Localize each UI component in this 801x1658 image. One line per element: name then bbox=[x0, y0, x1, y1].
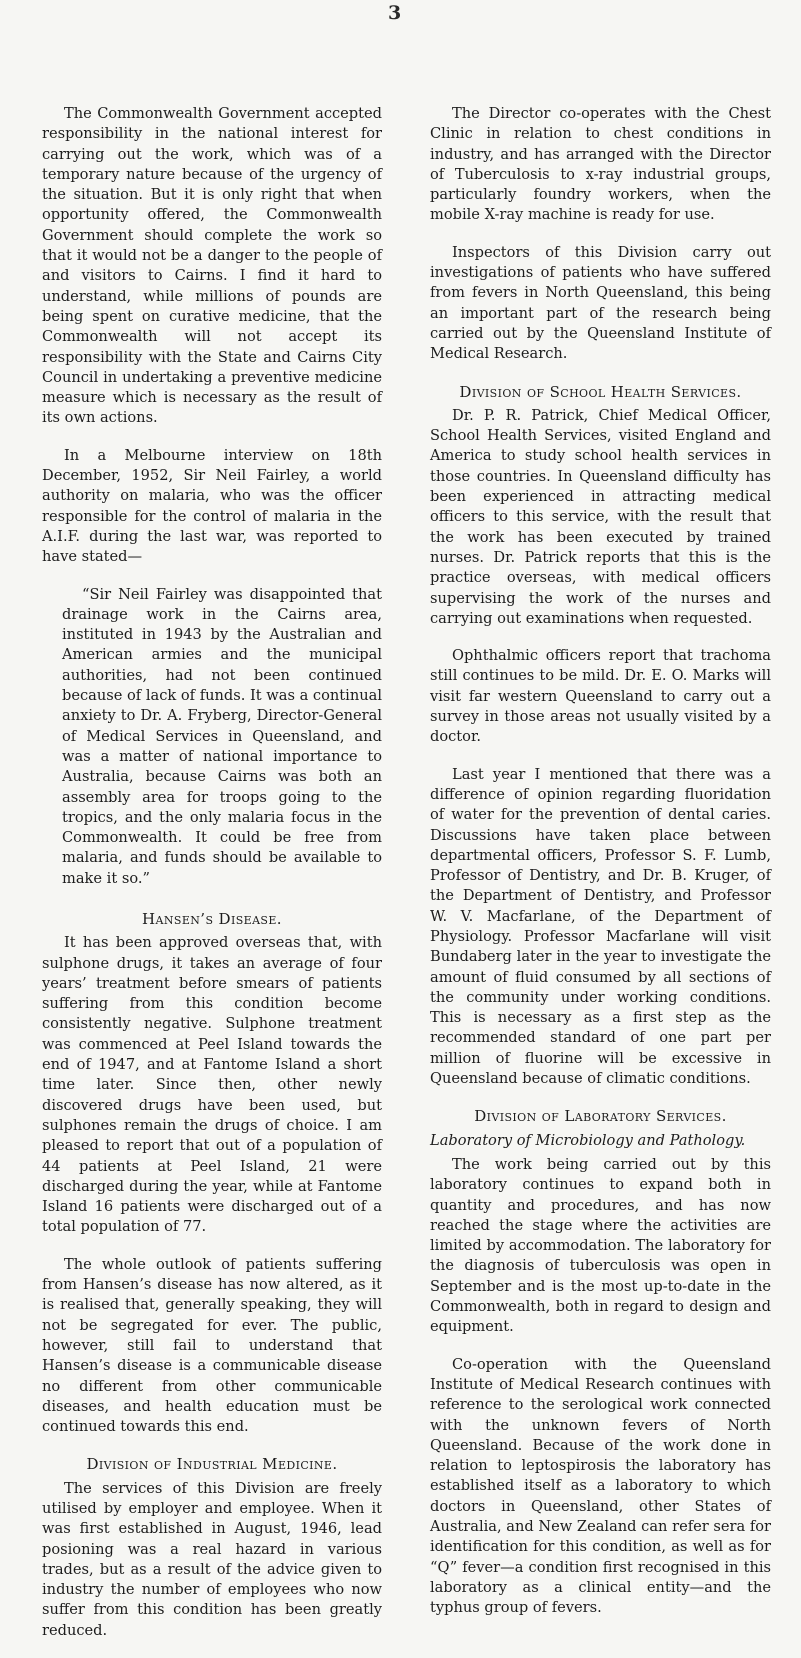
paragraph-commonwealth-responsibility: The Commonwealth Government accepted responsibility in the national interest for carrying out the work, which was of a temporary nature because of the urgency of the situation. But it is only right that when opportunity offered, the Commonwealth Government should complete the work so that it would not be a danger to the people of and visitors to Cairns. I find it hard to understand, while millions of pounds are being spent on curative medicine, that the Commonwealth will not accept its responsibility with the State and Cairns City Council in undertaking a preventive medicine measure which is necessary as the result of its own actions. bbox=[42, 105, 382, 427]
paragraph-laboratory-work: The work being carried out by this laboratory continues to expand both in quantity and procedures, and has now reached the stage where the activities are limited by accommodation. The laboratory for the diagnosis of tuberculosis was open in September and is the most up-to-date in the Commonwealth, both in regard to design and equipment. bbox=[430, 1155, 771, 1336]
heading-hansens-disease: Hansen’s Disease. bbox=[142, 909, 282, 928]
paragraph-ophthalmic-officers: Ophthalmic officers report that trachoma still continues to be mild. Dr. E. O. Marks will visit far western Queensland to carry out a survey in those areas not usually visited by a doctor. bbox=[430, 647, 771, 746]
paragraph-school-health-visit: Dr. P. R. Patrick, Chief Medical Officer, School Health Services, visited England and America to study school health services in those countries. In Queensland difficulty has been experienced in attracting medical officers to this service, with the result that the work has been executed by trained nurses. Dr. Patrick reports that this is the practice overseas, with medical officers supervising the work of the nurses and carrying out examinations when requested. bbox=[430, 406, 771, 627]
paragraph-melbourne-interview: In a Melbourne interview on 18th December, 1952, Sir Neil Fairley, a world authority on malaria, who was the officer responsible for the control of malaria in the A.I.F. during the last war, was reported to have stated— bbox=[42, 446, 382, 566]
paragraph-industrial-services: The services of this Division are freely utilised by employer and employee. When it was first established in August, 1946, lead posioning was a real hazard in various trades, but as a result of the advice given to industry the number of employees who now suffer from this condition has been greatly reduced. bbox=[42, 1479, 382, 1639]
paragraph-inspectors: Inspectors of this Division carry out investigations of patients who have suffered from fevers in North Queensland, this being an important part of the research being carried out by the Queensland Institute of Medical Research. bbox=[430, 243, 771, 363]
page-number: 3 bbox=[388, 2, 402, 24]
left-column bbox=[42, 104, 382, 1658]
paragraph-fluoridation: Last year I mentioned that there was a difference of opinion regarding fluoridation of water for the prevention of dental caries. Discussions have taken place between departmental officers, Professor S. F. Lumb, Professor of Dentistry, and Dr. B. Kruger, of the Department of Dentistry, and Professor W. V. Macfarlane, of the Department of Physiology. Professor Macfarlane will visit Bundaberg later in the year to investigate the amount of fluid consumed by all sections of the community under working conditions. This is necessary as a first step as the recommended standard of one part per million of fluorine will be excessive in Queensland because of climatic conditions. bbox=[430, 765, 771, 1088]
paragraph-outlook-of-patients: The whole outlook of patients suffering from Hansen’s disease has now altered, as it is realised that, generally speaking, they will not be segregated for ever. The public, however, still fail to understand that Hansen’s disease is a communicable disease no different from other communicable diseases, and health education must be continued towards this end. bbox=[42, 1255, 382, 1436]
heading-laboratory-services: Division of Laboratory Services. bbox=[474, 1107, 727, 1126]
quote-sir-neil-fairley: “Sir Neil Fairley was disappointed that drainage work in the Cairns area, instituted in 1943 by the Australian and American armies and the municipal authorities, had not been continued because of lack of funds. It was a continual anxiety to Dr. A. Fryberg, Director-General of Medical Services in Queensland, and was a matter of national importance to Australia, because Cairns was both an assembly area for troops going to the tropics, and the only malaria focus in the Commonwealth. It could be free from malaria, and funds should be available to make it so.” bbox=[62, 585, 382, 887]
paragraph-sulphone-treatment: It has been approved overseas that, with sulphone drugs, it takes an average of four years’ treatment before smears of patients suffering from this condition become consistently negative. Sulphone treatment was commenced at Peel Island towards the end of 1947, and at Fantome Island a short time later. Since then, other newly discovered drugs have been used, but sulphones remain the drugs of choice. I am pleased to report that out of a population of 44 patients at Peel Island, 21 were discharged during the year, while at Fantome Island 16 patients were discharged out of a total population of 77. bbox=[42, 934, 382, 1236]
paragraph-cooperation-research: Co-operation with the Queensland Institute of Medical Research continues with reference to the serological work connected with the unknown fevers of North Queensland. Because of the work done in relation to leptospirosis the laboratory has established itself as a laboratory to which doctors in Queensland, other States of Australia, and New Zealand can refer sera for identification for this condition, as well as for “Q” fever—a condition first recognised in this laboratory as a clinical entity—and the typhus group of fevers. bbox=[430, 1355, 771, 1617]
heading-industrial-medicine: Division of Industrial Medicine. bbox=[86, 1455, 338, 1474]
heading-school-health-services: Division of School Health Services. bbox=[459, 382, 742, 401]
right-column bbox=[430, 104, 771, 1635]
subheading-microbiology-pathology: Laboratory of Microbiology and Pathology. bbox=[430, 1131, 746, 1149]
paragraph-chest-clinic: The Director co-operates with the Chest Clinic in relation to chest conditions in industry, and has arranged with the Director of Tuberculosis to x-ray industrial groups, particularly foundry workers, when the mobile X-ray machine is ready for use. bbox=[430, 105, 771, 224]
